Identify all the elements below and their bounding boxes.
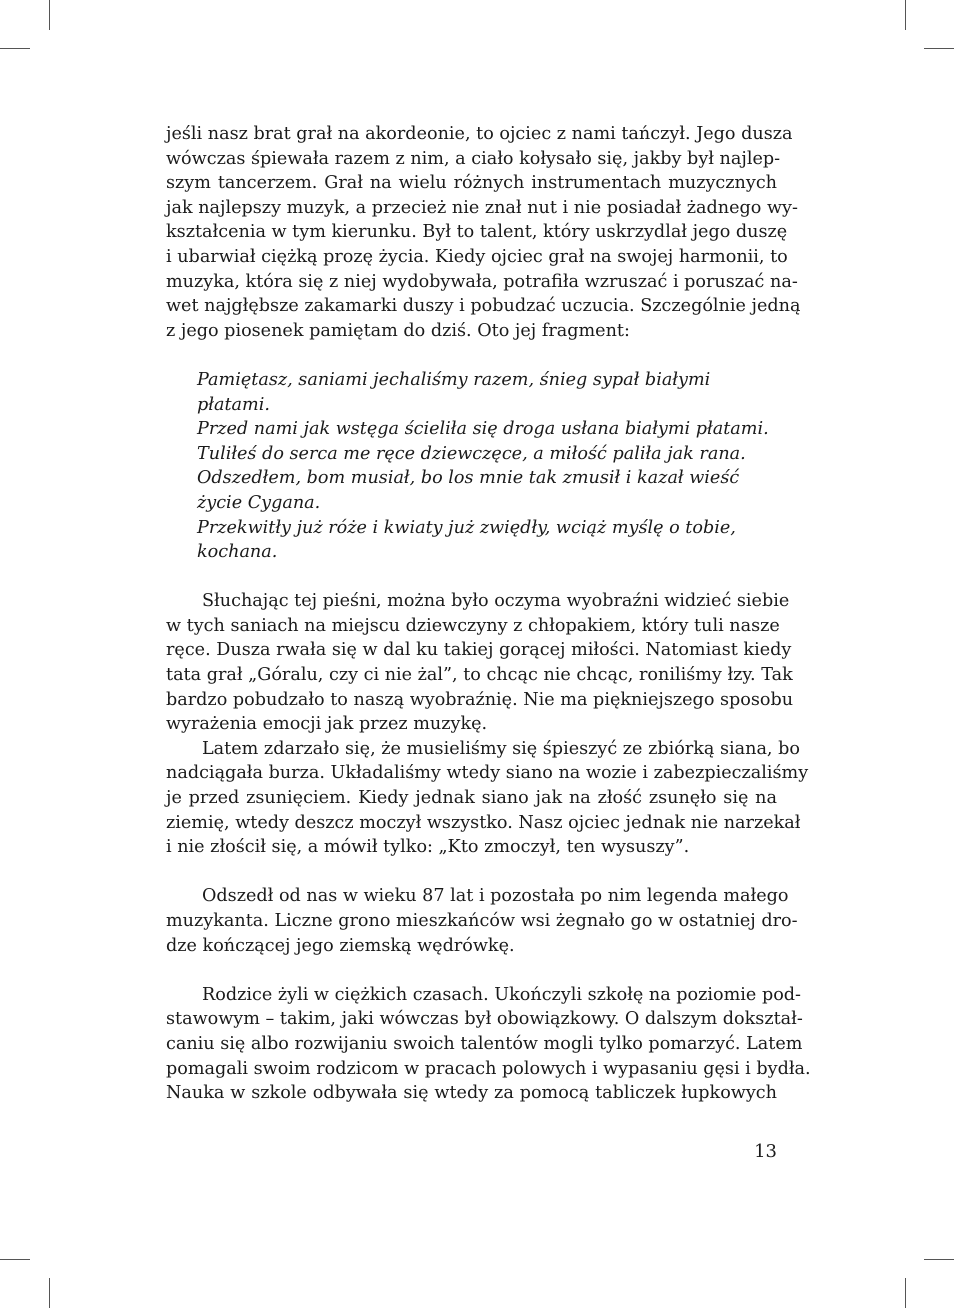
poem-line: Pamiętasz, saniami jechaliśmy razem, śnieg sypał białymi [197,369,711,390]
poem-line: Odszedłem, bom musiał, bo los mnie tak zmusił i kazał wieść [197,468,740,489]
crop-mark-bottom-right-horizontal [924,1259,954,1260]
crop-mark-bottom-right-vertical [905,1278,906,1308]
paragraph-parents-hard-times [166,983,811,1106]
song-fragment [166,368,777,565]
text-line: jak najlepszy muzyk, a przecież nie znał nut i nie posiadał żadnego wy- [166,197,798,218]
paragraph-gap [166,343,777,368]
paragraph-father-death [166,884,798,958]
page-body-text [166,122,811,1106]
text-line: i nie złościł się, a mówił tylko: „Kto zmoczył, ten wysuszy”. [166,837,690,858]
text-line: wet najgłębsze zakamarki duszy i pobudzać uczucia. Szczególnie jedną [166,296,801,317]
text-line: wówczas śpiewała razem z nim, a ciało kołysało się, jakby był najlep- [166,148,781,169]
text-line: Rodzice żyli w ciężkich czasach. Ukończyli szkołę na poziomie pod- [202,984,802,1005]
crop-mark-bottom-left-horizontal [0,1259,30,1260]
text-line: kształcenia w tym kierunku. Był to talent, który uskrzydlał jego duszę [166,222,788,243]
text-line: muzyka, która się z niej wydobywała, potrafiła wzruszać i poruszać na- [166,271,798,292]
text-line: w tych saniach na miejscu dziewczyny z chłopakiem, który tuli nasze [166,615,780,636]
text-line: wyrażenia emocji jak przez muzykę. [166,714,488,735]
text-line: stawowym – takim, jaki wówczas był obowiązkowy. O dalszym dokształ- [166,1009,803,1030]
text-line: dze kończącej jego ziemską wędrówkę. [166,935,515,956]
crop-mark-bottom-left-vertical [49,1278,50,1308]
poem-line: płatami. [197,394,270,415]
crop-mark-top-right-horizontal [924,48,954,49]
text-line: bardzo pobudzało to naszą wyobraźnię. Nie ma piękniejszego sposobu [166,689,794,710]
text-line: jeśli nasz brat grał na akordeonie, to ojciec z nami tańczył. Jego dusza [166,124,793,144]
page-number: 13 [754,1141,777,1162]
poem-line: Tuliłeś do serca me ręce dziewczęce, a miłość paliła jak rana. [197,443,746,464]
text-line: szym tancerzem. Grał na wielu różnych instrumentach muzycznych [166,173,777,194]
paragraph-father-music [166,122,801,343]
paragraph-gap [166,958,777,983]
text-line: i ubarwiał ciężką prozę życia. Kiedy ojciec grał na swojej harmonii, to [166,246,788,267]
text-line: tata grał „Góralu, czy ci nie żal”, to chcąc nie chcąc, roniliśmy łzy. Tak [166,665,793,686]
text-line: ręce. Dusza rwała się w dal ku takiej gorącej miłości. Natomiast kiedy [166,640,792,661]
poem-line: kochana. [197,542,278,563]
text-line: muzykanta. Liczne grono mieszkańców wsi żegnało go w ostatniej dro- [166,911,798,931]
text-line: nadciągała burza. Układaliśmy wtedy siano na wozie i zabezpieczaliśmy [166,763,809,784]
paragraph-gap [166,860,777,885]
crop-mark-top-left-vertical [49,0,50,30]
text-line: z jego piosenek pamiętam do dziś. Oto jej fragment: [166,320,630,341]
text-line: Słuchając tej pieśni, można było oczyma wyobraźni widzieć siebie [202,591,790,612]
poem-line: Przed nami jak wstęga ścieliła się droga usłana białymi płatami. [197,419,769,440]
paragraph-summer-hay [166,737,809,860]
text-line: Latem zdarzało się, że musieliśmy się śpieszyć ze zbiórką siana, bo [202,738,800,759]
poem-line: życie Cygana. [197,492,321,513]
text-line: caniu się albo rozwijaniu swoich talentów mogli tylko pomarzyć. Latem [166,1033,803,1054]
poem-line: Przekwitły już róże i kwiaty już zwiędły, wciąż myślę o tobie, [197,517,736,538]
paragraph-gap [166,565,777,590]
crop-mark-top-left-horizontal [0,48,30,49]
text-line: Nauka w szkole odbywała się wtedy za pomocą tabliczek łupkowych [166,1083,777,1104]
text-line: pomagali swoim rodzicom w pracach polowych i wypasaniu gęsi i bydła. [166,1058,811,1079]
text-line: Odszedł od nas w wieku 87 lat i pozostała po nim legenda małego [202,886,789,907]
text-line: je przed zsunięciem. Kiedy jednak siano jak na złość zsunęło się na [166,788,777,809]
paragraph-listening-song [166,589,794,737]
crop-mark-top-right-vertical [905,0,906,30]
text-line: ziemię, wtedy deszcz moczył wszystko. Nasz ojciec jednak nie narzekał [166,812,801,833]
